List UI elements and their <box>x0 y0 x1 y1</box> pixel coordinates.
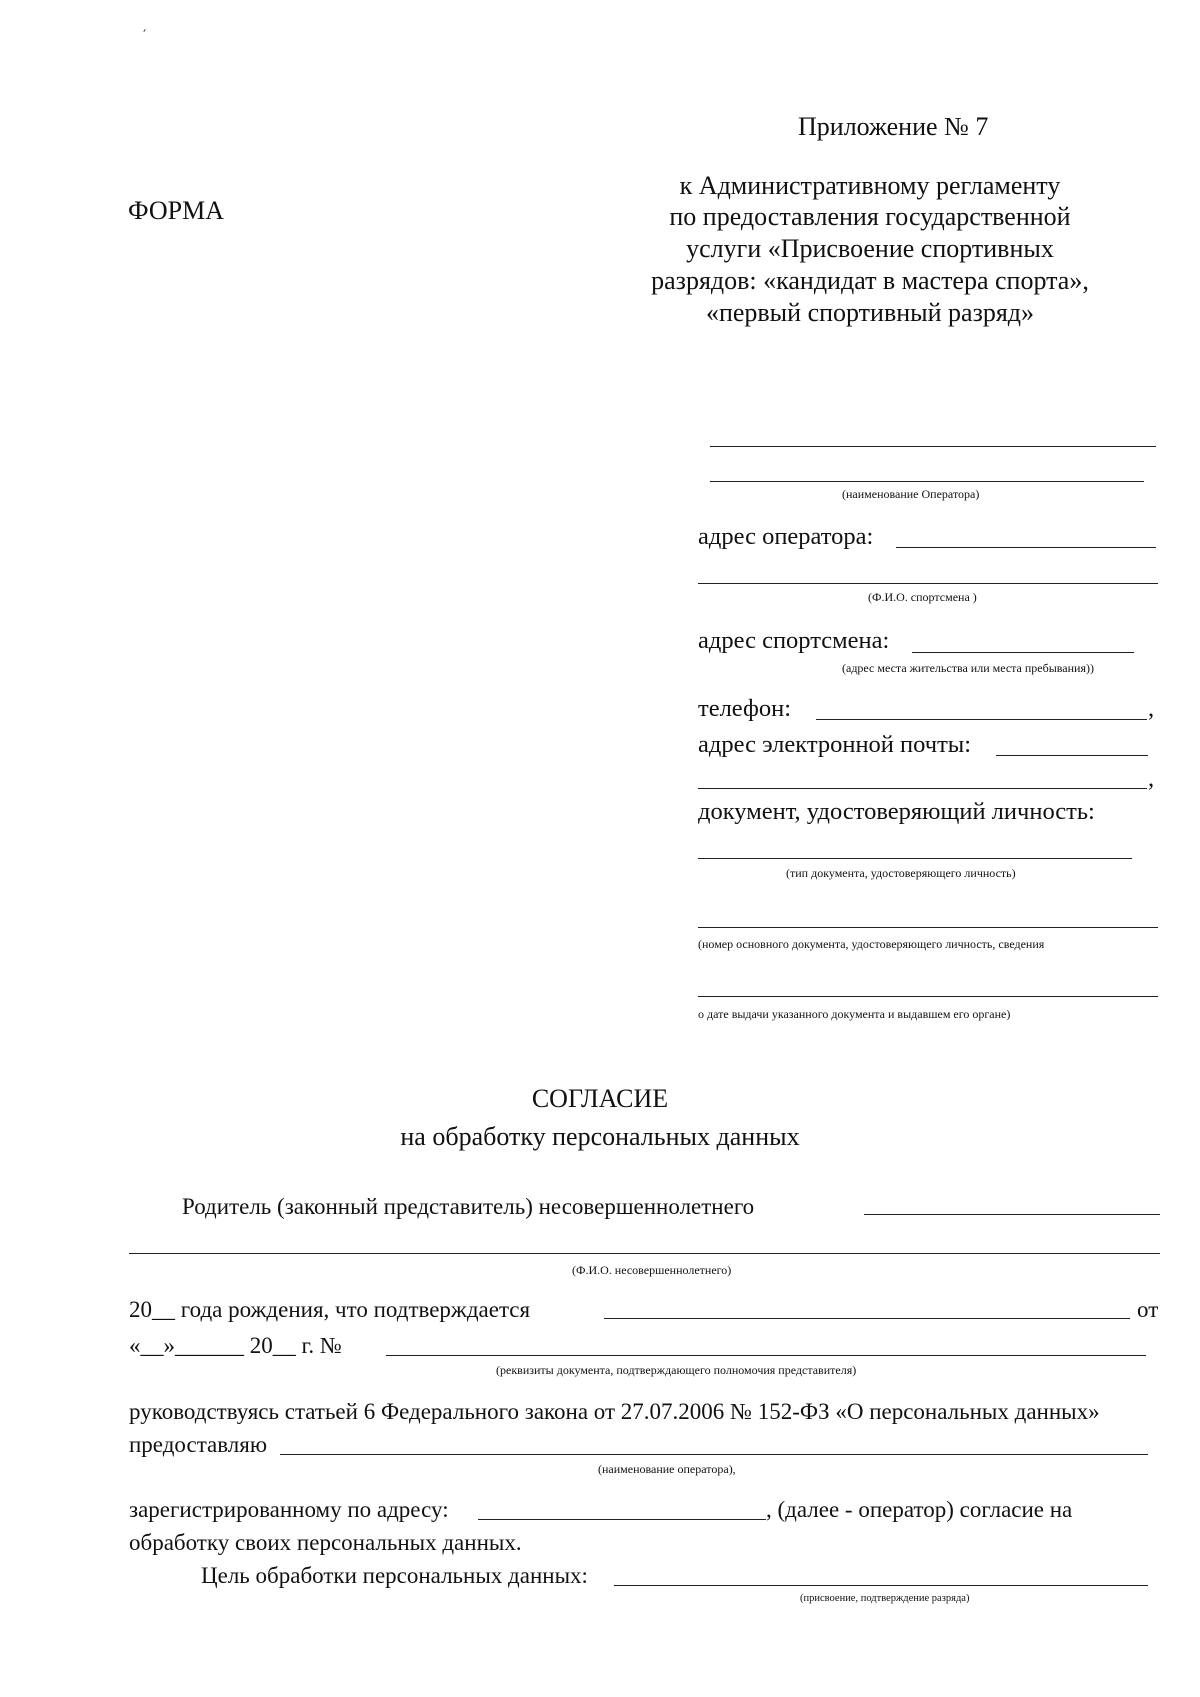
provide-text: предоставляю <box>129 1432 268 1457</box>
purpose-text: Цель обработки персональных данных: <box>201 1563 588 1588</box>
athlete-name-line <box>698 583 1158 584</box>
operator-address-line <box>896 547 1156 548</box>
purpose-caption: (присвоение, подтверждение разряда) <box>800 1593 970 1604</box>
email-label: адрес электронной почты: <box>698 731 972 758</box>
authority-document-caption: (реквизиты документа, подтверждающего полномочия представителя) <box>496 1363 857 1377</box>
purpose-line <box>614 1585 1148 1586</box>
regulation-line: разрядов: «кандидат в мастера спорта», <box>651 266 1089 295</box>
operator-name-line-1 <box>710 446 1156 447</box>
processing-text: обработку своих персональных данных. <box>129 1530 522 1555</box>
consent-title: СОГЛАСИЕ <box>531 1084 669 1113</box>
phone-line <box>816 719 1147 720</box>
email-line-2 <box>698 788 1147 789</box>
minor-name-caption: (Ф.И.О. несовершеннолетнего) <box>572 1263 732 1277</box>
phone-comma: , <box>1148 695 1155 722</box>
regulation-line: по предоставления государственной <box>669 202 1071 231</box>
scan-speck <box>143 29 145 32</box>
doc-number-caption: (номер основного документа, удостоверяющего личность, сведения <box>698 937 1045 951</box>
doc-type-line <box>698 858 1132 859</box>
operator-name-line-2 <box>710 481 1144 482</box>
registered-address-text: зарегистрированному по адресу: <box>129 1497 449 1522</box>
regulation-line: к Административному регламенту <box>679 171 1061 200</box>
appendix-number: Приложение № 7 <box>798 112 989 141</box>
regulation-line: «первый спортивный разряд» <box>705 298 1035 327</box>
email-comma: , <box>1148 765 1155 792</box>
regulation-line: услуги «Присвоение спортивных <box>686 234 1054 263</box>
operator-name-line <box>280 1454 1148 1455</box>
minor-name-line-1 <box>864 1214 1160 1215</box>
athlete-name-caption: (Ф.И.О. спортсмена ) <box>868 590 977 604</box>
operator-consent-text: , (далее - оператор) согласие на <box>766 1497 1073 1522</box>
id-document-label: документ, удостоверяющий личность: <box>698 798 1095 825</box>
doc-number-line <box>698 927 1158 928</box>
doc-type-caption: (тип документа, удостоверяющего личность) <box>786 866 1016 880</box>
registered-address-line <box>478 1519 766 1520</box>
operator-name-caption-2: (наименование оператора), <box>598 1462 736 1476</box>
doc-issue-caption: о дате выдачи указанного документа и выдавшем его органе) <box>698 1007 1011 1021</box>
athlete-address-line <box>912 652 1134 653</box>
form-label: ФОРМА <box>128 196 224 225</box>
athlete-address-caption: (адрес места жительства или места пребывания)) <box>842 661 1094 675</box>
from-text: от <box>1137 1297 1159 1322</box>
athlete-address-label: адрес спортсмена: <box>698 627 890 654</box>
minor-name-line-2 <box>129 1253 1160 1254</box>
date-number-text: «__»______ 20__ г. № <box>129 1333 342 1358</box>
operator-name-caption: (наименование Оператора) <box>842 487 980 501</box>
doc-issue-line <box>698 996 1158 997</box>
phone-label: телефон: <box>698 695 792 722</box>
birth-year-text: 20__ года рождения, что подтверждается <box>129 1297 531 1322</box>
consent-subtitle: на обработку персональных данных <box>400 1122 800 1151</box>
confirmation-line <box>604 1318 1130 1319</box>
authority-document-line <box>386 1355 1146 1356</box>
email-line <box>996 755 1148 756</box>
law-reference-text: руководствуясь статьей 6 Федерального закона от 27.07.2006 № 152-ФЗ «О персональных данных» <box>129 1399 1100 1424</box>
parent-text: Родитель (законный представитель) несовершеннолетнего <box>182 1194 755 1219</box>
operator-address-label: адрес оператора: <box>698 523 874 550</box>
